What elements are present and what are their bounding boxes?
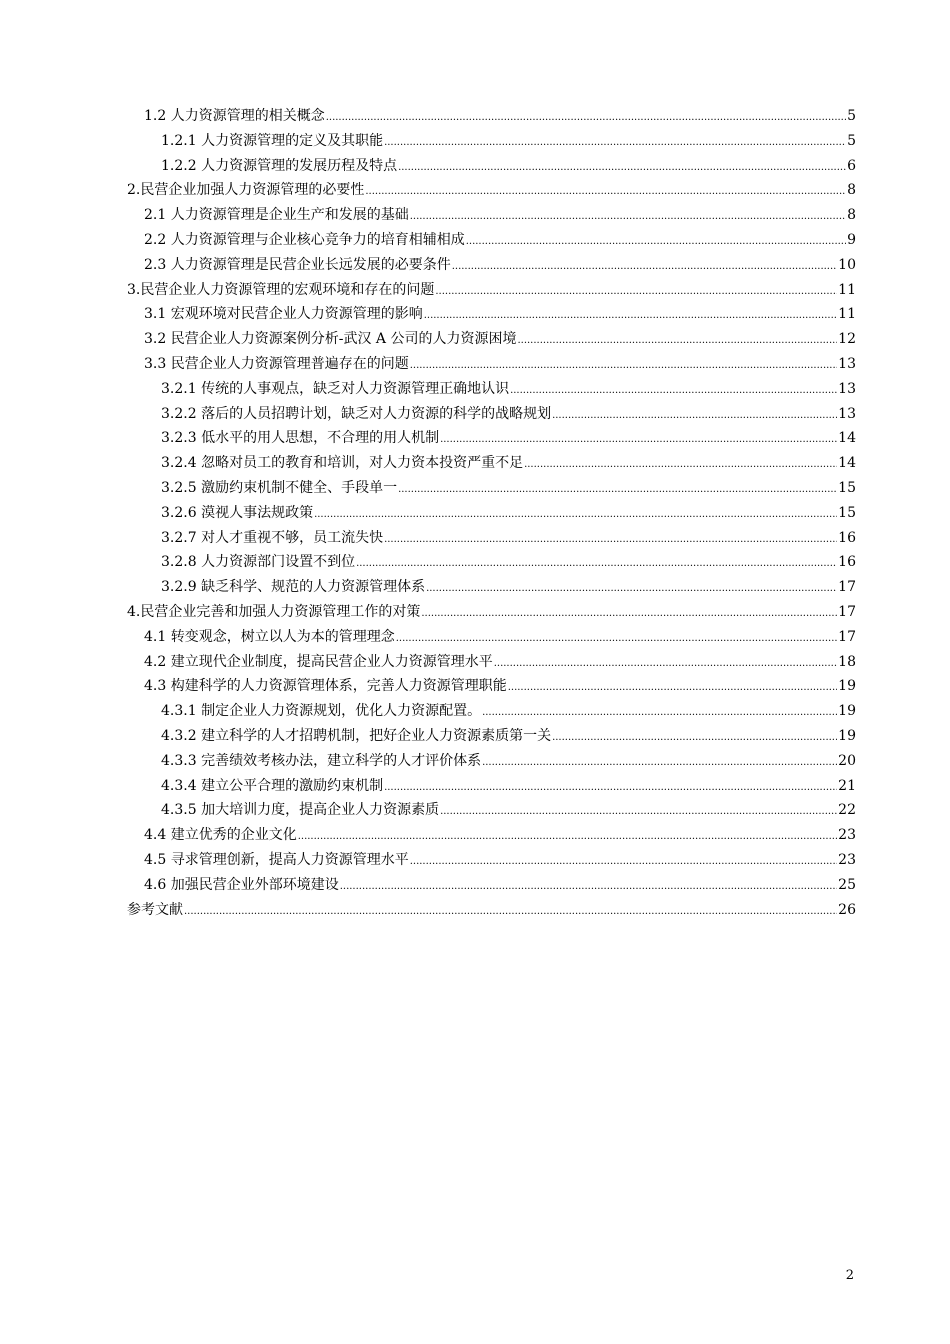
toc-entry-title: 3.1 宏观环境对民营企业人力资源管理的影响: [144, 306, 423, 323]
toc-entry-title: 1.2 人力资源管理的相关概念: [144, 108, 325, 124]
toc-entry[interactable]: [127, 749, 856, 774]
toc-entry-page: 13: [838, 380, 856, 397]
toc-dot-leader: [517, 329, 837, 354]
toc-entry-title: 参考文献: [127, 901, 183, 918]
toc-entry-page: 26: [838, 901, 856, 918]
toc-dot-leader: [421, 602, 837, 627]
toc-entry-title: 4.4 建立优秀的企业文化: [144, 827, 297, 844]
toc-entry[interactable]: [127, 526, 856, 551]
toc-entry[interactable]: [127, 774, 856, 799]
toc-entry[interactable]: [127, 650, 856, 675]
toc-dot-leader: [552, 726, 837, 751]
toc-entry-title: 4.3.2 建立科学的人才招聘机制，把好企业人力资源素质第一关: [161, 727, 552, 744]
toc-entry[interactable]: [127, 228, 856, 253]
toc-entry[interactable]: [127, 674, 856, 699]
toc-dot-leader: [410, 850, 837, 875]
toc-entry-title: 3.2.6 漠视人事法规政策: [161, 504, 314, 521]
toc-entry-page: 8: [847, 182, 856, 199]
toc-entry-page: 5: [847, 108, 856, 124]
toc-entry-title: 4.3.1 制定企业人力资源规划，优化人力资源配置。: [161, 703, 482, 720]
toc-dot-leader: [396, 627, 837, 652]
toc-entry[interactable]: [127, 278, 856, 303]
toc-dot-leader: [410, 205, 846, 230]
toc-entry[interactable]: [127, 873, 856, 898]
toc-entry-page: 23: [838, 827, 856, 844]
toc-dot-leader: [508, 676, 837, 701]
toc-entry-page: 16: [838, 554, 856, 571]
toc-dot-leader: [398, 156, 846, 181]
toc-entry-title: 4.3.3 完善绩效考核办法，建立科学的人才评价体系: [161, 752, 482, 769]
toc-entry-page: 20: [838, 752, 856, 769]
toc-entry[interactable]: [127, 600, 856, 625]
toc-entry-page: 19: [838, 727, 856, 744]
toc-dot-leader: [524, 453, 837, 478]
toc-dot-leader: [398, 478, 837, 503]
toc-entry-title: 3.2.8 人力资源部门设置不到位: [161, 554, 356, 571]
toc-dot-leader: [426, 577, 837, 602]
page-number: 2: [845, 1268, 854, 1283]
toc-entry[interactable]: [127, 575, 856, 600]
toc-entry-title: 3.2 民营企业人力资源案例分析-武汉 A 公司的人力资源困境: [144, 331, 517, 348]
toc-entry[interactable]: [127, 402, 856, 427]
toc-entry-page: 13: [838, 405, 856, 422]
toc-entry-title: 3.2.7 对人才重视不够，员工流失快: [161, 529, 384, 546]
toc-entry-title: 4.2 建立现代企业制度，提高民营企业人力资源管理水平: [144, 653, 493, 670]
toc-entry-page: 19: [838, 703, 856, 720]
toc-entry-page: 25: [838, 876, 856, 893]
toc-entry[interactable]: [127, 352, 856, 377]
toc-entry[interactable]: [127, 724, 856, 749]
toc-entry-page: 22: [838, 802, 856, 819]
toc-dot-leader: [384, 528, 837, 553]
toc-entry-page: 21: [838, 777, 856, 794]
toc-entry-page: 15: [838, 479, 856, 496]
toc-entry-title: 2.2 人力资源管理与企业核心竞争力的培育相辅相成: [144, 231, 465, 248]
toc-entry-title: 4.3.4 建立公平合理的激励约束机制: [161, 777, 384, 794]
toc-entry[interactable]: [127, 377, 856, 402]
toc-entry[interactable]: [127, 848, 856, 873]
toc-dot-leader: [365, 180, 846, 205]
toc-entry-title: 4.5 寻求管理创新，提高人力资源管理水平: [144, 851, 409, 868]
toc-entry-title: 3.2.3 低水平的用人思想，不合理的用人机制: [161, 430, 440, 447]
toc-entry-page: 18: [838, 653, 856, 670]
toc-dot-leader: [424, 304, 837, 329]
toc-dot-leader: [356, 552, 837, 577]
toc-entry-title: 4.1 转变观念，树立以人为本的管理理念: [144, 628, 395, 645]
toc-entry-title: 3.2.9 缺乏科学、规范的人力资源管理体系: [161, 579, 426, 596]
toc-entry[interactable]: [127, 699, 856, 724]
table-of-contents: [127, 104, 856, 922]
toc-entry-page: 17: [838, 579, 856, 596]
toc-dot-leader: [440, 800, 837, 825]
toc-entry-page: 19: [838, 678, 856, 695]
toc-entry[interactable]: [127, 625, 856, 650]
toc-entry-title: 3.2.5 激励约束机制不健全、手段单一: [161, 479, 398, 496]
toc-entry[interactable]: [127, 451, 856, 476]
toc-entry-page: 5: [847, 132, 856, 149]
toc-entry[interactable]: [127, 823, 856, 848]
toc-entry-page: 6: [847, 157, 856, 174]
toc-entry-page: 14: [838, 455, 856, 472]
toc-dot-leader: [384, 131, 846, 156]
toc-entry-page: 8: [847, 207, 856, 224]
toc-entry-title: 4.3 构建科学的人力资源管理体系，完善人力资源管理职能: [144, 678, 507, 695]
toc-entry[interactable]: [127, 327, 856, 352]
toc-dot-leader: [410, 354, 837, 379]
toc-entry[interactable]: [127, 253, 856, 278]
toc-entry[interactable]: [127, 104, 856, 129]
toc-entry[interactable]: [127, 550, 856, 575]
toc-entry-page: 17: [838, 628, 856, 645]
toc-entry-title: 4.6 加强民营企业外部环境建设: [144, 876, 339, 893]
toc-entry[interactable]: [127, 426, 856, 451]
toc-entry-page: 16: [838, 529, 856, 546]
toc-dot-leader: [552, 404, 837, 429]
toc-dot-leader: [184, 900, 837, 925]
toc-entry-page: 9: [847, 231, 856, 248]
toc-dot-leader: [326, 106, 846, 131]
toc-entry-page: 12: [838, 331, 856, 348]
toc-entry-title: 3.民营企业人力资源管理的宏观环境和存在的问题: [127, 281, 435, 298]
toc-dot-leader: [452, 255, 837, 280]
toc-entry-title: 4.3.5 加大培训力度，提高企业人力资源素质: [161, 802, 440, 819]
toc-dot-leader: [466, 230, 846, 255]
toc-entry[interactable]: [127, 898, 856, 923]
toc-entry-title: 3.3 民营企业人力资源管理普遍存在的问题: [144, 355, 409, 372]
toc-entry-title: 1.2.2 人力资源管理的发展历程及特点: [161, 157, 398, 174]
toc-entry-page: 13: [838, 355, 856, 372]
toc-entry[interactable]: [127, 476, 856, 501]
toc-entry-title: 2.3 人力资源管理是民营企业长远发展的必要条件: [144, 256, 451, 273]
toc-entry-page: 14: [838, 430, 856, 447]
toc-dot-leader: [494, 652, 837, 677]
toc-entry[interactable]: [127, 798, 856, 823]
toc-dot-leader: [314, 503, 837, 528]
toc-entry[interactable]: [127, 203, 856, 228]
toc-entry[interactable]: [127, 129, 856, 154]
toc-dot-leader: [482, 701, 837, 726]
toc-entry-title: 4.民营企业完善和加强人力资源管理工作的对策: [127, 603, 421, 620]
toc-entry[interactable]: [127, 302, 856, 327]
toc-entry-title: 3.2.2 落后的人员招聘计划，缺乏对人力资源的科学的战略规划: [161, 405, 552, 422]
toc-entry-title: 2.1 人力资源管理是企业生产和发展的基础: [144, 207, 409, 224]
toc-entry-page: 15: [838, 504, 856, 521]
toc-entry[interactable]: [127, 178, 856, 203]
toc-entry-page: 10: [838, 256, 856, 273]
toc-dot-leader: [384, 776, 837, 801]
toc-entry-title: 1.2.1 人力资源管理的定义及其职能: [161, 132, 384, 149]
toc-entry-page: 11: [838, 281, 856, 298]
toc-entry-page: 17: [838, 603, 856, 620]
toc-dot-leader: [435, 280, 837, 305]
toc-dot-leader: [482, 751, 837, 776]
toc-dot-leader: [298, 825, 837, 850]
toc-dot-leader: [340, 875, 837, 900]
toc-entry-title: 2.民营企业加强人力资源管理的必要性: [127, 182, 365, 199]
toc-dot-leader: [440, 428, 837, 453]
toc-entry[interactable]: [127, 501, 856, 526]
toc-entry-title: 3.2.1 传统的人事观点，缺乏对人力资源管理正确地认识: [161, 380, 510, 397]
toc-entry-page: 23: [838, 851, 856, 868]
toc-entry-title: 3.2.4 忽略对员工的教育和培训，对人力资本投资严重不足: [161, 455, 524, 472]
toc-dot-leader: [510, 379, 837, 404]
toc-entry[interactable]: [127, 154, 856, 179]
toc-entry-page: 11: [838, 306, 856, 323]
